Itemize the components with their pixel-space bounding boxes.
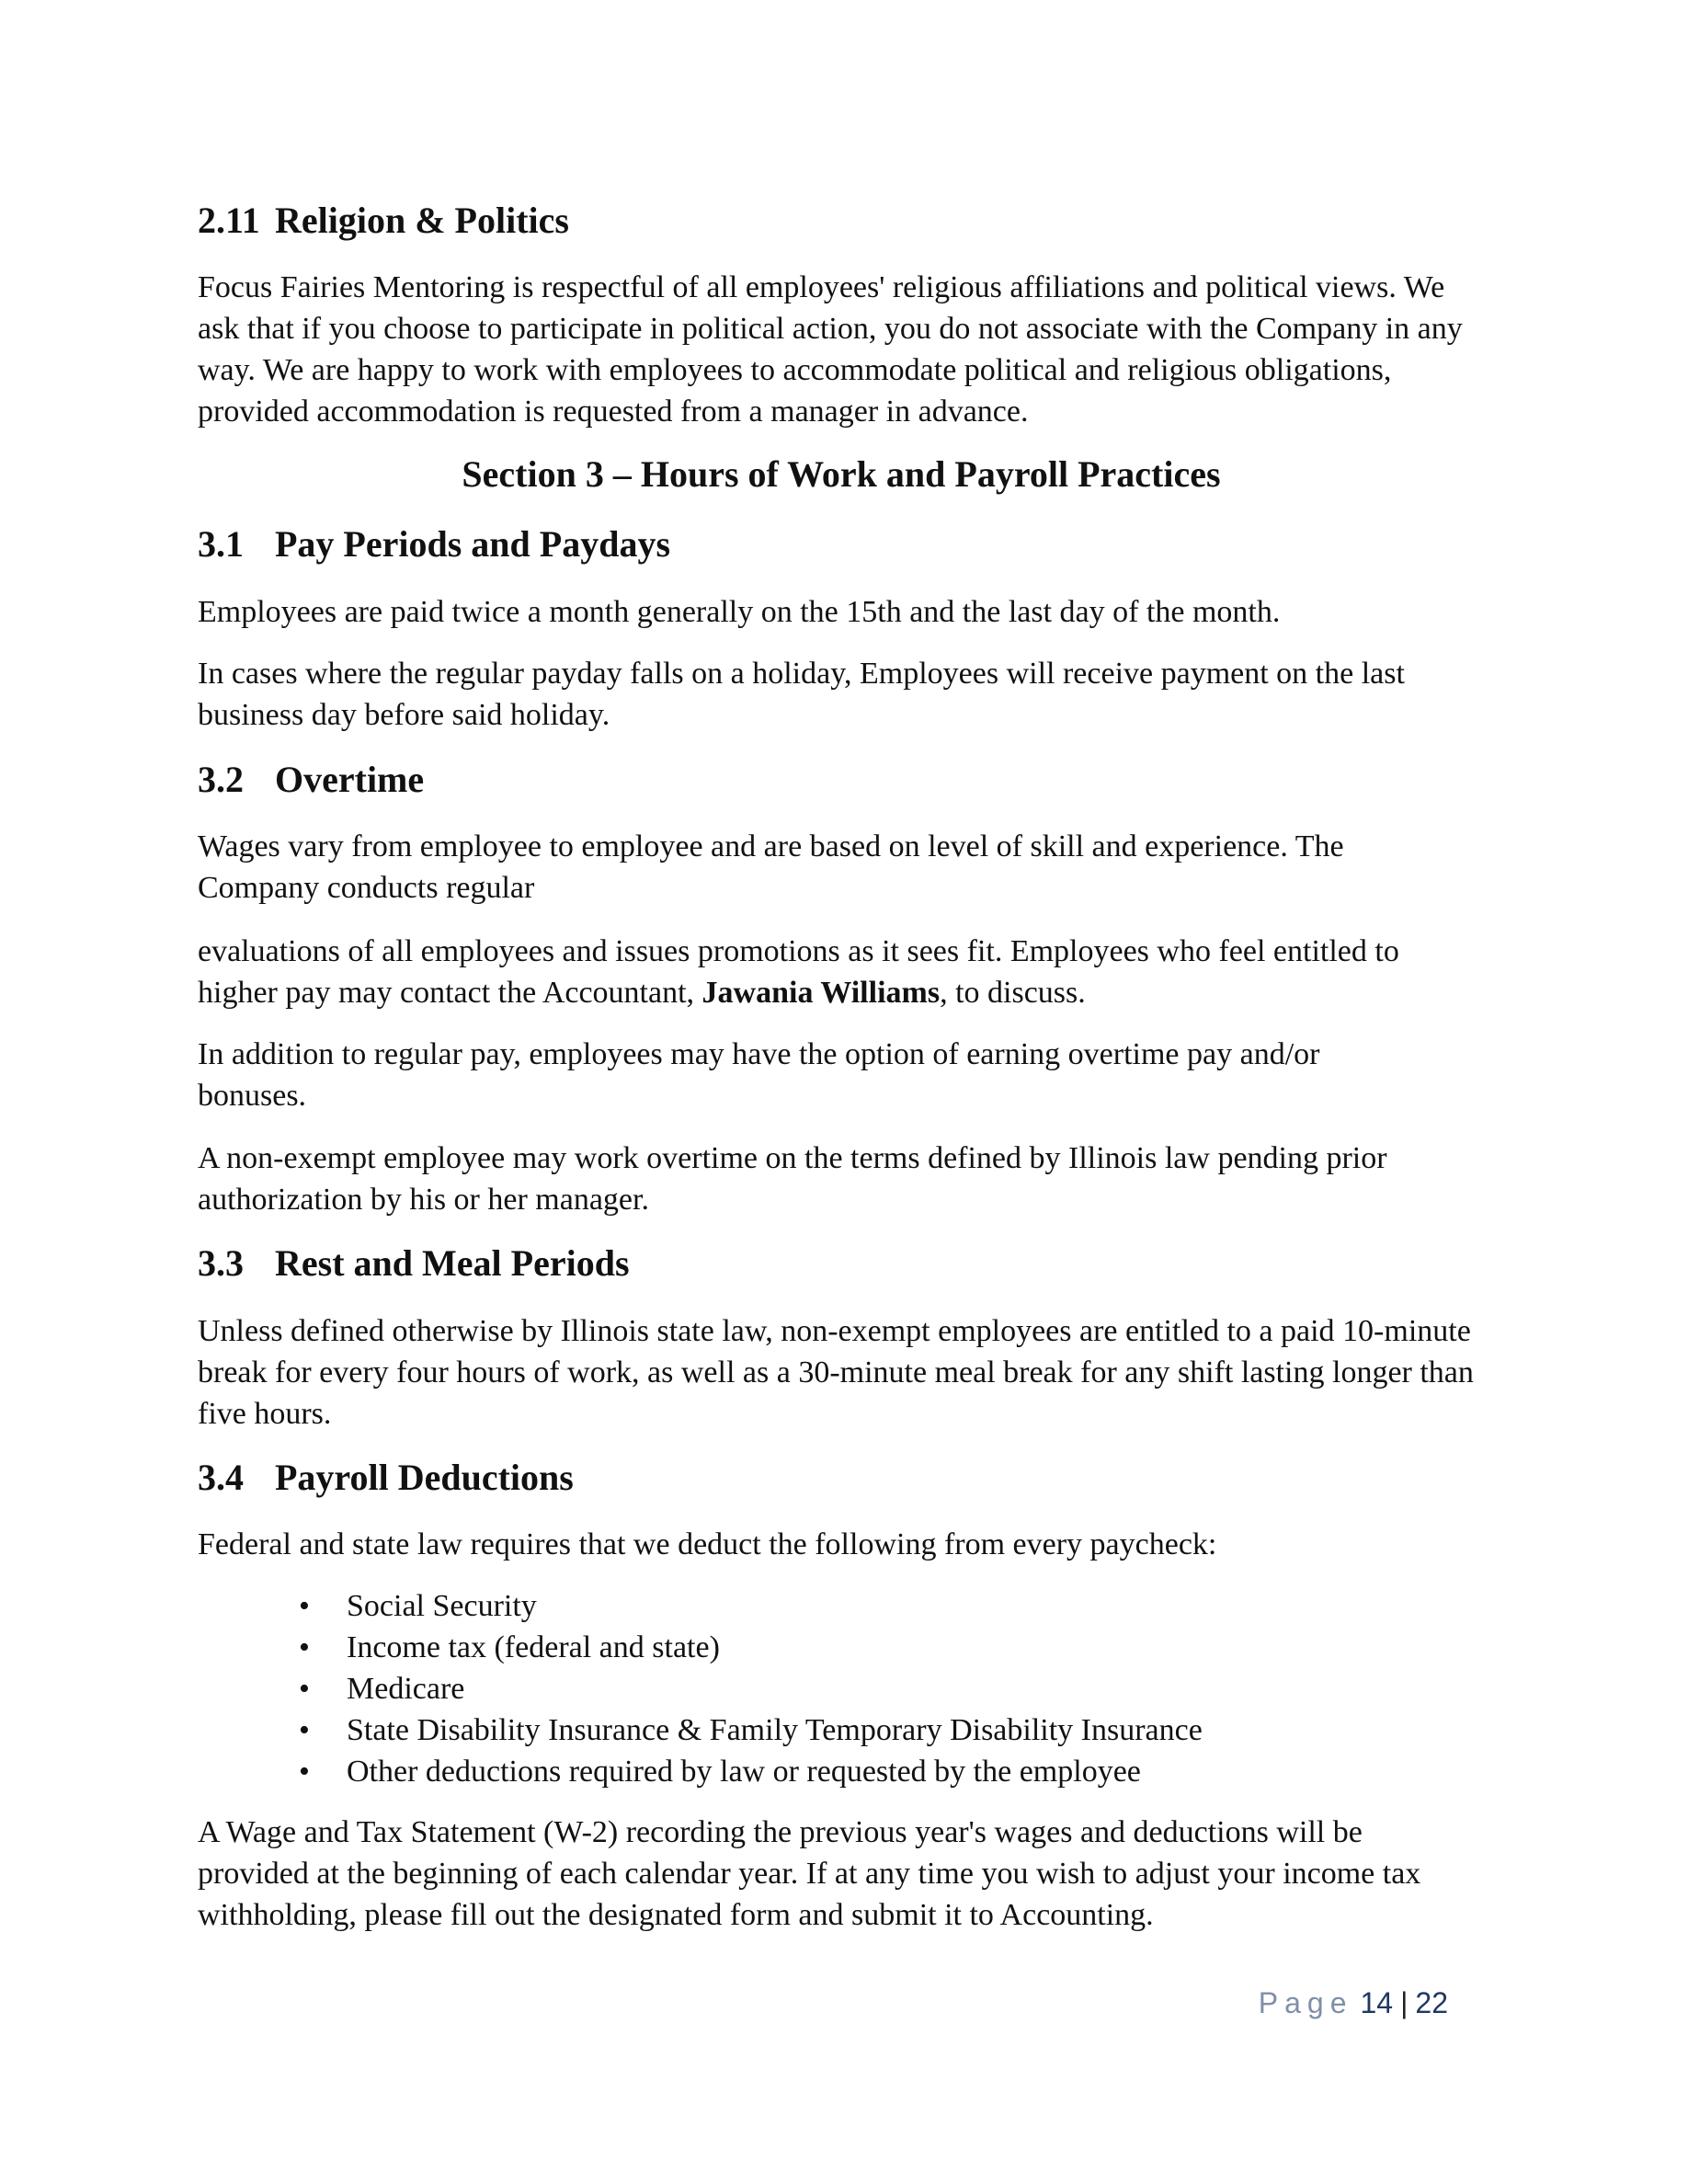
page-label: Page bbox=[1258, 1986, 1353, 2019]
paragraph-holiday-payday: In cases where the regular payday falls on a holiday, Employees will receive payment on the last business day before said holiday. bbox=[198, 657, 1405, 732]
bullet-icon: • bbox=[299, 1672, 310, 1706]
list-item: • Medicare bbox=[299, 1668, 1203, 1709]
paragraph-rest-meal: Unless defined otherwise by Illinois state law, non-exempt employees are entitled to a paid 10-minute break for every four hours of work, as well as a 30-minute meal break for any shift lasting longer than five hours. bbox=[198, 1314, 1474, 1431]
page-separator: | bbox=[1400, 1986, 1409, 2019]
heading-3-3 bbox=[198, 1241, 630, 1286]
page-footer bbox=[198, 1984, 1448, 2021]
paragraph-non-exempt-overtime: A non-exempt employee may work overtime on the terms defined by Illinois law pending prior authorization by his or her manager. bbox=[198, 1141, 1387, 1217]
current-page-number: 14 bbox=[1360, 1986, 1394, 2019]
paragraph-religion-politics: Focus Fairies Mentoring is respectful of all employees' religious affiliations and political views. We ask that if you choose to participate in political action, you do not associate with the Company in any way. We are happy to work with employees to accommodate political and religious obligations, provided accommodation is requested from a manager in advance. bbox=[198, 270, 1463, 429]
list-item: • Other deductions required by law or requested by the employee bbox=[299, 1751, 1203, 1792]
paragraph-w2-statement: A Wage and Tax Statement (W-2) recording the previous year's wages and deductions will be provided at the beginning of each calendar year. If at any time you wish to adjust your income tax withholding, please fill out the designated form and submit it to Accounting. bbox=[198, 1815, 1421, 1932]
heading-3-1 bbox=[198, 522, 670, 566]
section-3-title: Section 3 – Hours of Work and Payroll Practices bbox=[462, 453, 1221, 495]
heading-2-11 bbox=[198, 199, 569, 243]
paragraph-wages-vary: Wages vary from employee to employee and are based on level of skill and experience. The Company conducts regular bbox=[198, 829, 1344, 905]
heading-number: 2.11 bbox=[198, 200, 260, 241]
heading-title: Pay Periods and Paydays bbox=[275, 523, 671, 565]
heading-3-2 bbox=[198, 758, 424, 802]
bullet-icon: • bbox=[299, 1630, 310, 1664]
text-before-name: evaluations of all employees and issues promotions as it sees fit. Employees who feel entitled to higher pay may contact the Accountant, bbox=[198, 934, 1399, 1010]
text-after-name: , to discuss. bbox=[940, 976, 1086, 1010]
list-item: • Social Security bbox=[299, 1585, 1203, 1627]
list-item: • State Disability Insurance & Family Temporary Disability Insurance bbox=[299, 1709, 1203, 1751]
bullet-icon: • bbox=[299, 1755, 310, 1789]
bullet-icon: • bbox=[299, 1589, 310, 1623]
heading-number: 3.2 bbox=[198, 759, 244, 800]
heading-title: Payroll Deductions bbox=[275, 1457, 574, 1498]
heading-title: Rest and Meal Periods bbox=[275, 1242, 630, 1284]
paragraph-paydays: Employees are paid twice a month generally on the 15th and the last day of the month. bbox=[198, 595, 1281, 629]
heading-3-4 bbox=[198, 1456, 574, 1500]
heading-number: 3.3 bbox=[198, 1242, 244, 1284]
paragraph-evaluations bbox=[198, 931, 1485, 1013]
deductions-list bbox=[299, 1585, 1203, 1792]
accountant-name: Jawania Williams bbox=[701, 976, 941, 1010]
heading-title: Religion & Politics bbox=[275, 200, 569, 241]
bullet-icon: • bbox=[299, 1713, 310, 1747]
paragraph-deductions-intro: Federal and state law requires that we deduct the following from every paycheck: bbox=[198, 1527, 1217, 1561]
heading-title: Overtime bbox=[275, 759, 425, 800]
heading-number: 3.1 bbox=[198, 523, 244, 565]
list-item: • Income tax (federal and state) bbox=[299, 1627, 1203, 1668]
total-page-count: 22 bbox=[1415, 1986, 1448, 2019]
paragraph-regular-pay: In addition to regular pay, employees may have the option of earning overtime pay and/or bonuses. bbox=[198, 1037, 1320, 1113]
heading-number: 3.4 bbox=[198, 1457, 244, 1498]
